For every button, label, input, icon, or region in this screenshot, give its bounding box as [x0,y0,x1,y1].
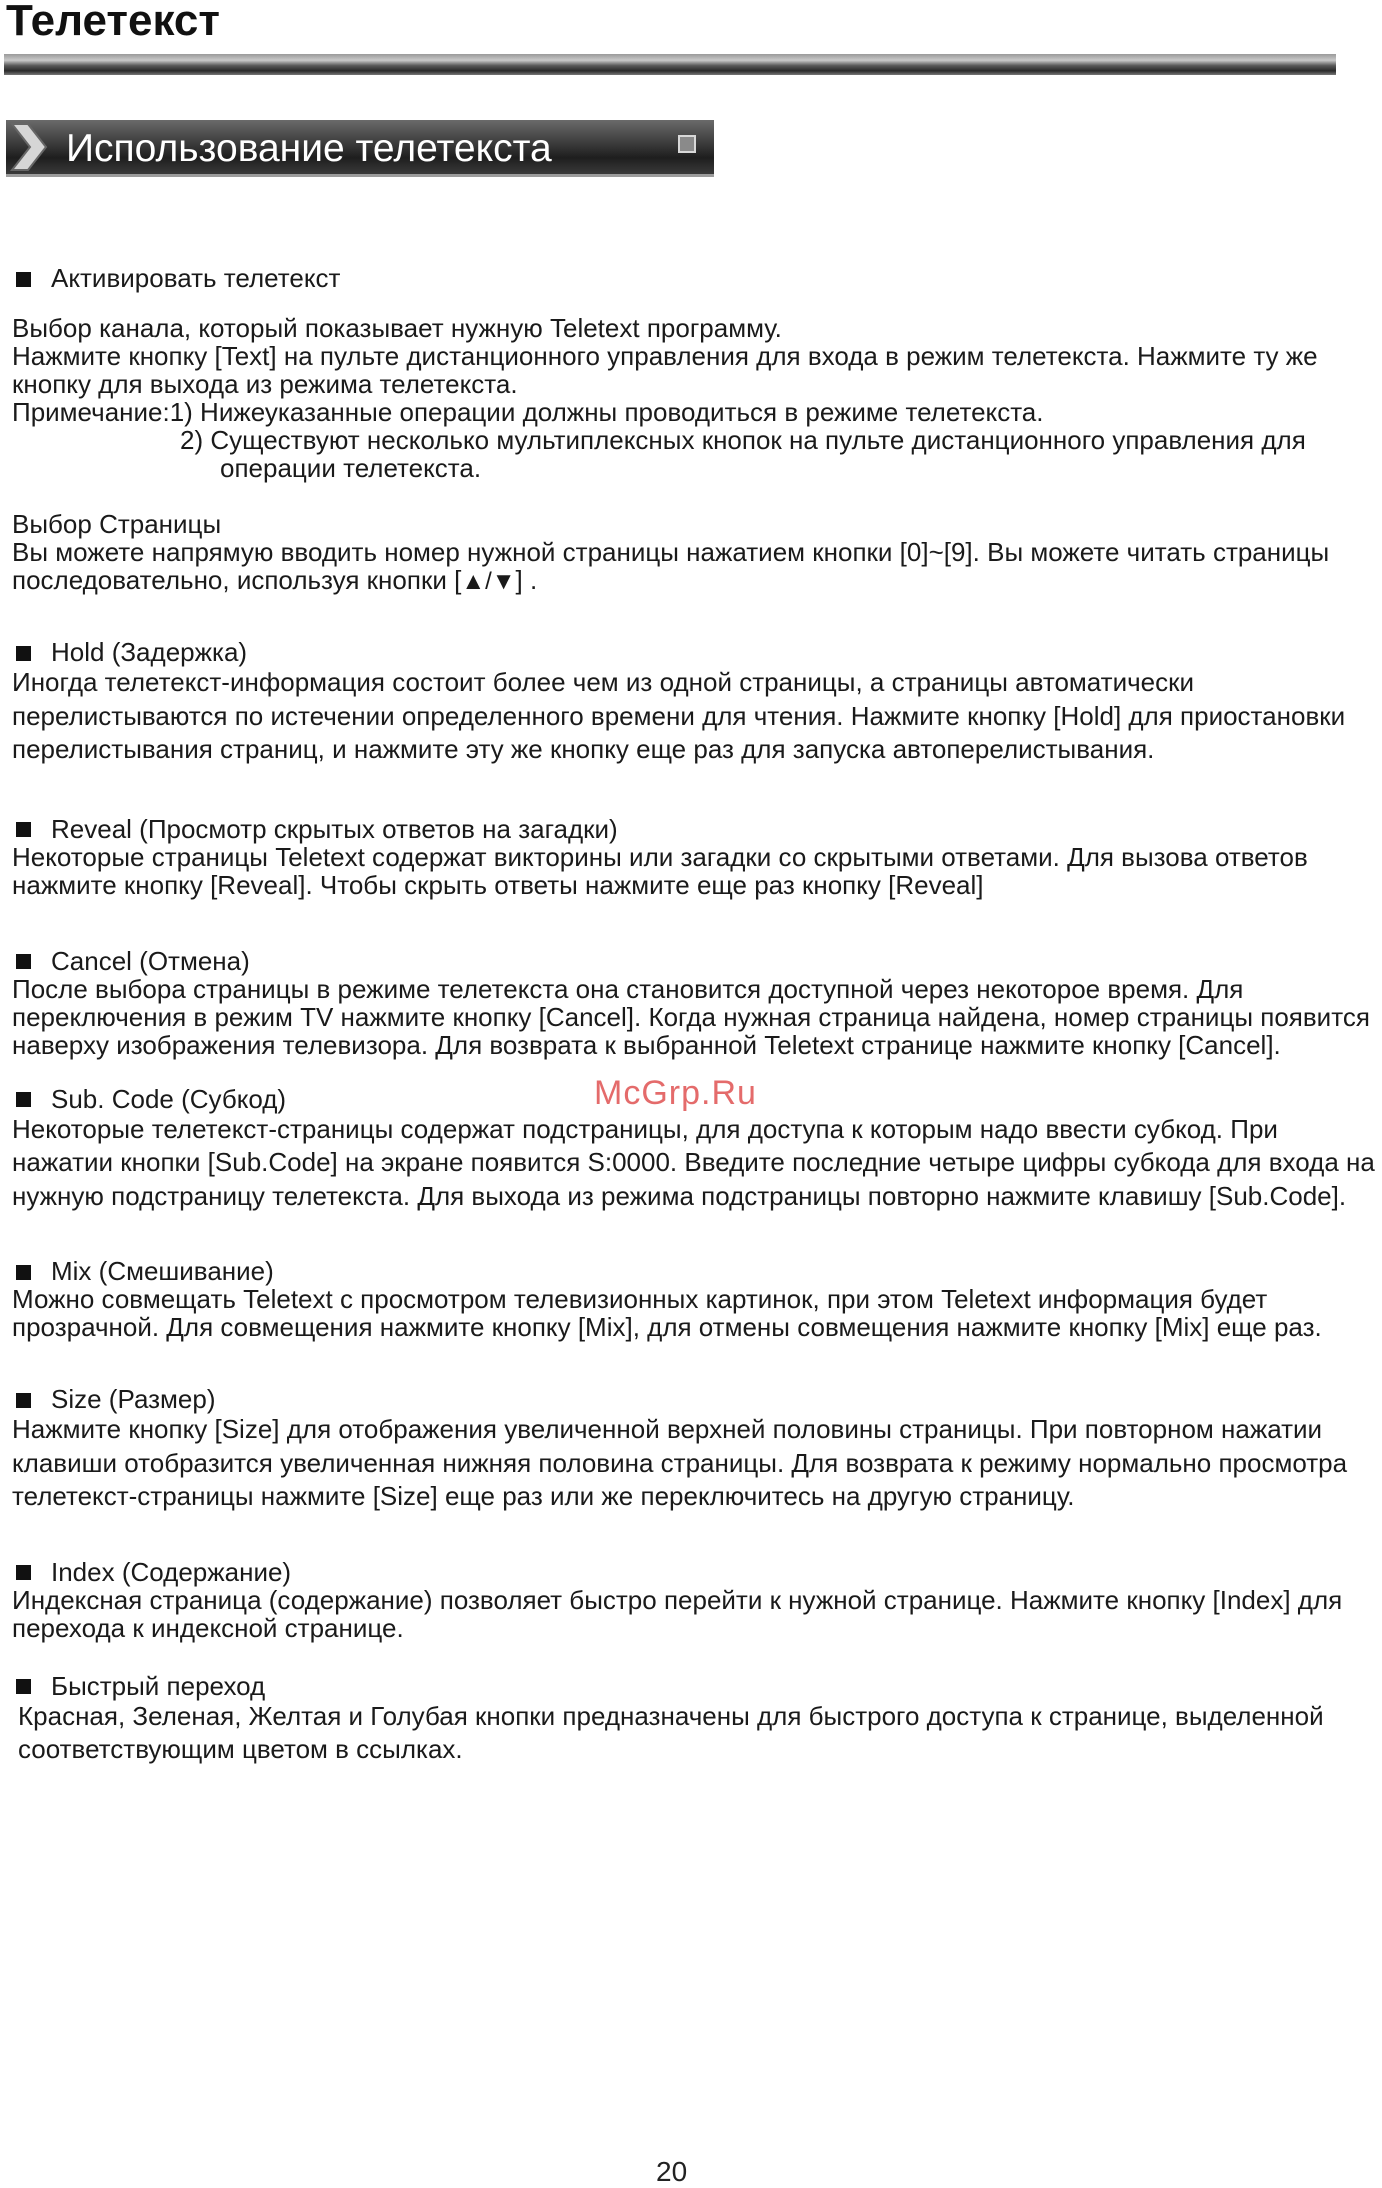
hold-text: Иногда телетекст-информация состоит более чем из одной страницы, а страницы автоматически перелистываются по истечении определенного времени для чтения. Нажмите кнопку [Hold] для приостановки перелистывания страниц, и нажмите эту же кнопку еще раз для запуска автоперелистывания. [12,667,1346,764]
fast-text: Красная, Зеленая, Желтая и Голубая кнопки предназначены для быстрого доступа к странице, выделенной соответствующим цветом в ссылках. [18,1700,1324,1764]
section-heading-reveal: Reveal (Просмотр скрытых ответов на загадки) [12,815,1382,843]
page-select-heading: Выбор Страницы [12,509,222,539]
content [12,264,1382,1767]
section-mix [12,1257,1382,1341]
watermark: McGrp.Ru [594,1074,757,1112]
section-index [12,1558,1382,1642]
page-select-text: Вы можете напрямую вводить номер нужной страницы нажатием кнопки [0]~[9]. Вы можете читать страницы последовательно, используя кнопки [▲/▼] . [12,537,1330,595]
activate-note2b: операции телетекста. [220,453,482,483]
section-reveal [12,815,1382,899]
bullet-icon [16,1393,31,1408]
square-icon [678,135,696,153]
cancel-text: После выбора страницы в режиме телетекста она становится доступной через некоторое время. Для переключения в режим TV нажмите кнопку [Cancel]. Когда нужная страница найдена, номер страницы появится наверху изображения телевизора. Для возврата к выбранной Teletext странице нажмите кнопку [Cancel]. [12,973,1370,1060]
activate-note1: Примечание:1) Нижеуказанные операции должны проводиться в режиме телетекста. [12,397,1044,427]
bullet-icon [16,1092,31,1107]
size-text: Нажмите кнопку [Size] для отображения увеличенной верхней половины страницы. При повторном нажатии клавиши отобразится увеличенная нижняя половина страницы. Для возврата к режиму нормально просмотра телетекст-страницы нажмите [Size] еще раз или же переключитесь на другую страницу. [12,1414,1348,1511]
mix-text: Можно совмещать Teletext с просмотром телевизионных картинок, при этом Teletext информация будет прозрачной. Для совмещения нажмите кнопку [Mix], для отмены совмещения нажмите кнопку [Mix] еще раз. [12,1284,1322,1342]
up-down-arrows-icon: ▲/▼ [461,568,516,595]
section-heading-cancel: Cancel (Отмена) [12,947,1382,975]
section-hold [12,638,1382,767]
title-rule [4,54,1336,75]
activate-note2a: 2) Существуют несколько мультиплексных кнопок на пульте дистанционного управления для [180,425,1306,455]
bullet-icon [16,272,31,287]
section-fast [12,1672,1382,1767]
section-activate [12,264,1382,482]
bullet-icon [16,822,31,837]
activate-line2: Нажмите кнопку [Text] на пульте дистанционного управления для входа в режим телетекста. Нажмите ту же кнопку для выхода из режима телетекста. [12,341,1318,399]
section-size [12,1385,1382,1514]
section-heading-fast: Быстрый переход [12,1672,1382,1700]
bullet-icon [16,646,31,661]
chevron-right-icon [6,120,58,174]
bullet-icon [16,1679,31,1694]
bullet-icon [16,954,31,969]
activate-line1: Выбор канала, который показывает нужную Teletext программу. [12,313,782,343]
section-heading-mix: Mix (Смешивание) [12,1257,1382,1285]
section-cancel [12,947,1382,1059]
section-page-select [12,510,1382,596]
section-heading-subcode: Sub. Code (Субкод) [12,1085,1382,1113]
bullet-icon [16,1265,31,1280]
page-title: Телетекст [6,0,220,45]
section-heading-size: Size (Размер) [12,1385,1382,1413]
section-heading: Использование телетекста [66,127,552,170]
section-heading-index: Index (Содержание) [12,1558,1382,1586]
section-banner [6,120,714,177]
index-text: Индексная страница (содержание) позволяет быстро перейти к нужной странице. Нажмите кнопку [Index] для перехода к индексной странице. [12,1584,1343,1643]
page-number: 20 [656,2156,688,2187]
reveal-text: Некоторые страницы Teletext содержат викторины или загадки со скрытыми ответами. Для вызова ответов нажмите кнопку [Reveal]. Чтобы скрыть ответы нажмите еще раз кнопку [Reveal] [12,841,1308,900]
section-heading-activate: Активировать телетекст [12,264,1382,292]
subcode-text: Некоторые телетекст-страницы содержат подстраницы, для доступа к которым надо ввести субкод. При нажатии кнопки [Sub.Code] на экране появится S:0000. Введите последние четыре цифры субкода для входа на нужную подстраницу телетекста. Для выхода из режима подстраницы повторно нажмите клавишу [Sub.Code]. [12,1113,1375,1211]
bullet-icon [16,1565,31,1580]
section-heading-hold: Hold (Задержка) [12,638,1382,666]
